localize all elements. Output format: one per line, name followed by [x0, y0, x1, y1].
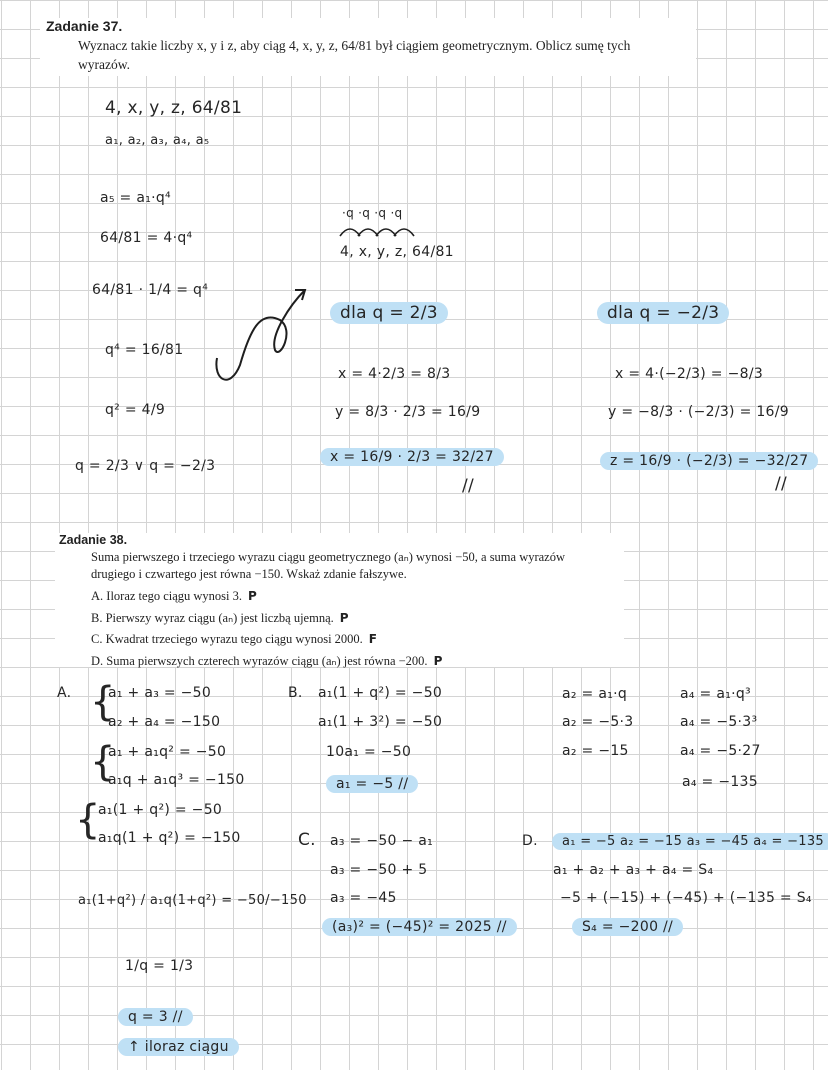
hw-result: q = 3 //	[118, 1008, 193, 1026]
option-text: A. Iloraz tego ciągu wynosi 3.	[91, 589, 243, 603]
task-prompt: Suma pierwszego i trzeciego wyrazu ciągu geometrycznego (aₙ) wynosi −50, a suma wyrazów drugiego i czwartego jest równa −150. Wskaż zdanie fałszywe.	[91, 550, 566, 581]
hw-line: a₁ + a₁q² = −50	[108, 744, 227, 760]
hw-case-positive: dla q = 2/3	[330, 302, 448, 324]
task-37	[40, 18, 696, 76]
option-a	[91, 589, 624, 604]
hw-line: a₂ + a₄ = −150	[108, 714, 221, 730]
hw-line: q² = 4/9	[105, 402, 166, 418]
task-title: Zadanie 38.	[59, 533, 128, 547]
answer-mark: P	[339, 611, 349, 625]
hw-sequence: 4, x, y, z, 64/81	[105, 98, 243, 118]
hw-sequence: 4, x, y, z, 64/81	[340, 244, 454, 260]
hw-line: a₁q + a₁q³ = −150	[108, 772, 245, 788]
hw-label: A.	[57, 685, 72, 701]
hw-line: q = 2/3 ∨ q = −2/3	[75, 458, 216, 474]
hw-line: a₄ = −5·3³	[680, 714, 758, 730]
hw-case-negative: dla q = −2/3	[597, 302, 729, 324]
hw-line: a₁ + a₂ + a₃ + a₄ = S₄	[553, 862, 714, 878]
hw-line: y = 8/3 · 2/3 = 16/9	[335, 404, 481, 420]
hw-line: a₃ = −50 + 5	[330, 862, 428, 878]
hw-line: a₃ = −50 − a₁	[330, 833, 434, 849]
brace-icon: {	[90, 739, 116, 785]
hw-line: a₂ = −15	[562, 743, 629, 759]
hw-line: z = 16/9 · (−2/3) = −32/27	[600, 452, 818, 470]
hw-label: C.	[298, 830, 316, 850]
hw-line: a₁(1 + 3²) = −50	[318, 714, 443, 730]
hw-line: a₅ = a₁·q⁴	[100, 190, 171, 206]
answer-mark: P	[248, 589, 257, 603]
hw-line: a₄ = −5·27	[680, 743, 761, 759]
hw-result: a₁ = −5 //	[326, 775, 418, 793]
hw-line: a₃ = −45	[330, 890, 397, 906]
hw-label: D.	[522, 833, 538, 849]
hw-note: ↑ iloraz ciągu	[118, 1038, 239, 1056]
hw-line: 64/81 = 4·q⁴	[100, 230, 193, 246]
hw-line: x = 4·2/3 = 8/3	[338, 366, 451, 382]
hw-line: −5 + (−15) + (−45) + (−135 = S₄	[560, 890, 812, 906]
hw-result: (a₃)² = (−45)² = 2025 //	[322, 918, 517, 936]
hw-line: q⁴ = 16/81	[105, 342, 184, 358]
hw-line: a₁(1 + q²) = −50	[98, 802, 223, 818]
hw-line: a₁(1 + q²) = −50	[318, 685, 443, 701]
option-b	[91, 610, 624, 626]
hw-label: B.	[288, 685, 303, 701]
hw-line: a₂ = a₁·q	[562, 686, 628, 702]
task-title: Zadanie 37.	[46, 18, 123, 34]
hw-multipliers: ·q ·q ·q ·q	[342, 206, 403, 220]
hw-terms: a₁, a₂, a₃, a₄, a₅	[105, 133, 210, 148]
answer-mark: P	[433, 654, 443, 668]
hw-line: a₁(1+q²) / a₁q(1+q²) = −50/−150	[78, 893, 307, 908]
task-prompt: Wyznacz takie liczby x, y i z, aby ciąg 4, x, y, z, 64/81 był ciągiem geometrycznym. Oblicz sumę tych wyrazów.	[78, 38, 631, 72]
hw-line: a₂ = −5·3	[562, 714, 634, 730]
hw-line: a₄ = a₁·q³	[680, 686, 751, 702]
hw-line: 64/81 · 1/4 = q⁴	[92, 282, 209, 298]
squiggle-arrow-icon	[205, 280, 315, 390]
hw-result: a₁ = −5 a₂ = −15 a₃ = −45 a₄ = −135	[552, 833, 828, 850]
hw-line: a₁q(1 + q²) = −150	[98, 830, 241, 846]
hw-line: y = −8/3 · (−2/3) = 16/9	[608, 404, 789, 420]
hw-result: S₄ = −200 //	[572, 918, 683, 936]
hw-line: x = 4·(−2/3) = −8/3	[615, 366, 764, 382]
hw-line: x = 16/9 · 2/3 = 32/27	[320, 448, 504, 466]
task-38	[55, 533, 624, 667]
option-text: D. Suma pierwszych czterech wyrazów ciągu (aₙ) jest równa −200.	[91, 654, 428, 668]
option-text: B. Pierwszy wyraz ciągu (aₙ) jest liczbą ujemną.	[91, 611, 334, 625]
hw-end-mark: //	[462, 476, 475, 496]
answer-mark: F	[368, 632, 377, 646]
hw-line: a₄ = −135	[682, 774, 758, 790]
arcs-icon	[338, 222, 428, 238]
option-c	[91, 632, 624, 647]
option-text: C. Kwadrat trzeciego wyrazu tego ciągu wynosi 2000.	[91, 632, 363, 646]
option-d	[91, 653, 624, 669]
brace-icon: {	[75, 797, 101, 843]
brace-icon: {	[90, 679, 116, 725]
hw-line: 1/q = 1/3	[125, 958, 194, 974]
hw-line: 10a₁ = −50	[326, 744, 412, 760]
hw-line: a₁ + a₃ = −50	[108, 685, 212, 701]
hw-end-mark: //	[775, 474, 788, 494]
